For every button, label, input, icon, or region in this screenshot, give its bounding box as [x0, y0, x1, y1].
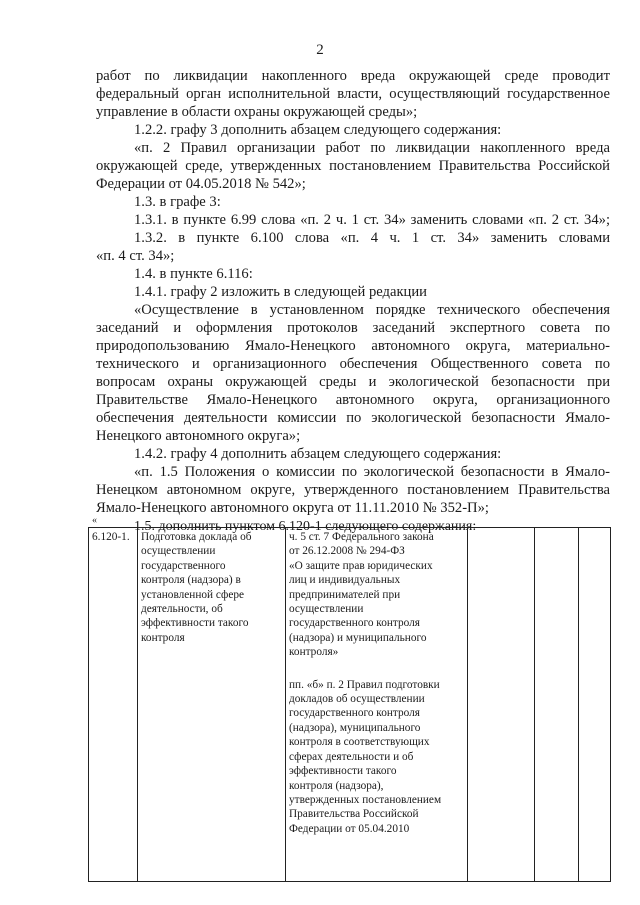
basis-line: (надзора), муниципального	[289, 721, 421, 734]
basis-line: сферах деятельности и об	[289, 750, 414, 763]
paragraph-line: «Осуществление в установленном порядке технического обеспечения	[134, 302, 610, 318]
paragraph-line: 1.4. в пункте 6.116:	[134, 266, 253, 282]
basis-line: контроля в соответствующих	[289, 736, 430, 749]
paragraph-line: Федерации от 04.05.2018 № 542»;	[96, 176, 306, 192]
amendment-table	[88, 527, 611, 882]
function-line: эффективности такого	[141, 617, 249, 630]
basis-line: ч. 5 ст. 7 Федерального закона	[289, 531, 434, 543]
basis-line: докладов об осуществлении	[289, 693, 425, 706]
empty-cell	[535, 528, 579, 882]
paragraph-line: технического и организационного обеспечения Общественного совета по	[96, 356, 610, 372]
function-line: контроля	[141, 631, 185, 644]
paragraph-line: Правительстве Ямало-Ненецкого автономного округа, организационного	[96, 392, 610, 408]
basis-line: осуществлении	[289, 603, 364, 616]
paragraph-line: природопользованию Ямало-Ненецкого автономного округа, материально-	[96, 338, 610, 354]
paragraph-line: заседаний и оформления протоколов заседаний экспертного совета по	[96, 320, 610, 336]
basis-line: государственного контроля	[289, 707, 420, 720]
paragraph-line: 1.3. в графе 3:	[134, 194, 221, 210]
empty-cell	[468, 528, 535, 882]
function-line: Подготовка доклада об	[141, 531, 252, 543]
function-line: контроля (надзора) в	[141, 574, 241, 587]
paragraph-line: Ненецком автономном округе, утвержденного постановлением Правительства	[96, 482, 610, 498]
item-number: 6.120-1.	[92, 531, 130, 543]
paragraph-line: 1.2.2. графу 3 дополнить абзацем следующего содержания:	[134, 122, 502, 138]
function-line: деятельности, об	[141, 603, 223, 616]
basis-line: государственного контроля	[289, 617, 420, 630]
paragraph-line: 1.3.1. в пункте 6.99 слова «п. 2 ч. 1 ст. 34» заменить словами «п. 2 ст. 34»;	[134, 212, 610, 228]
paragraph-line: «п. 1.5 Положения о комиссии по экологической безопасности в Ямало-	[134, 464, 610, 480]
page-number: 2	[316, 42, 324, 58]
paragraph-line: «п. 4 ст. 34»;	[96, 248, 175, 264]
item-number-cell	[89, 528, 138, 882]
basis-line: контроля»	[289, 646, 339, 659]
paragraph-line: федеральный орган исполнительной власти, осуществляющий государственное	[96, 86, 610, 102]
basis-line: пп. «б» п. 2 Правил подготовки	[289, 678, 440, 691]
paragraph-line: 1.5. дополнить пунктом 6.120-1 следующего содержания:	[134, 519, 477, 534]
basis-line: Правительства Российской	[289, 808, 419, 821]
basis-line: утвержденных постановлением	[289, 793, 442, 806]
paragraph-line: 1.3.2. в пункте 6.100 слова «п. 4 ч. 1 ст. 34» заменить словами	[134, 230, 610, 246]
legal-basis-cell	[286, 528, 468, 882]
basis-line: эффективности такого	[289, 765, 397, 778]
table-row	[89, 528, 611, 882]
opening-quote: «	[92, 515, 97, 526]
paragraph-line: Ненецкого автономного округа»;	[96, 428, 301, 444]
basis-line: Федерации от 05.04.2010	[289, 822, 410, 835]
basis-line: от 26.12.2008 № 294-ФЗ	[289, 545, 405, 558]
function-line: государственного	[141, 559, 226, 572]
function-line: установленной сфере	[141, 588, 245, 601]
basis-line: лиц и индивидуальных	[289, 574, 401, 587]
basis-line: предпринимателей при	[289, 588, 401, 601]
paragraph-line: обеспечения деятельности комиссии по экологической безопасности Ямало-	[96, 410, 610, 426]
paragraph-line: работ по ликвидации накопленного вреда окружающей среде проводит	[96, 68, 610, 84]
paragraph-line: «п. 2 Правил организации работ по ликвидации накопленного вреда	[134, 140, 610, 156]
function-cell	[138, 528, 286, 882]
paragraph-line: управление в области охраны окружающей среды»;	[96, 104, 418, 120]
basis-line: (надзора) и муниципального	[289, 631, 427, 644]
paragraph-line: вопросам охраны окружающей среды и экологической безопасности при	[96, 374, 610, 390]
paragraph-line: окружающей среде, утвержденных постановлением Правительства Российской	[96, 158, 610, 174]
paragraph-line: 1.4.1. графу 2 изложить в следующей редакции	[134, 284, 427, 300]
paragraph-line: 1.4.2. графу 4 дополнить абзацем следующего содержания:	[134, 446, 502, 462]
paragraph-gap	[289, 660, 464, 678]
basis-line: контроля (надзора),	[289, 779, 384, 792]
empty-cell	[579, 528, 611, 882]
function-line: осуществлении	[141, 545, 216, 558]
paragraph-line: Ямало-Ненецкого автономного округа от 11.11.2010 № 352-П»;	[96, 500, 489, 516]
basis-line: «О защите прав юридических	[289, 559, 433, 572]
